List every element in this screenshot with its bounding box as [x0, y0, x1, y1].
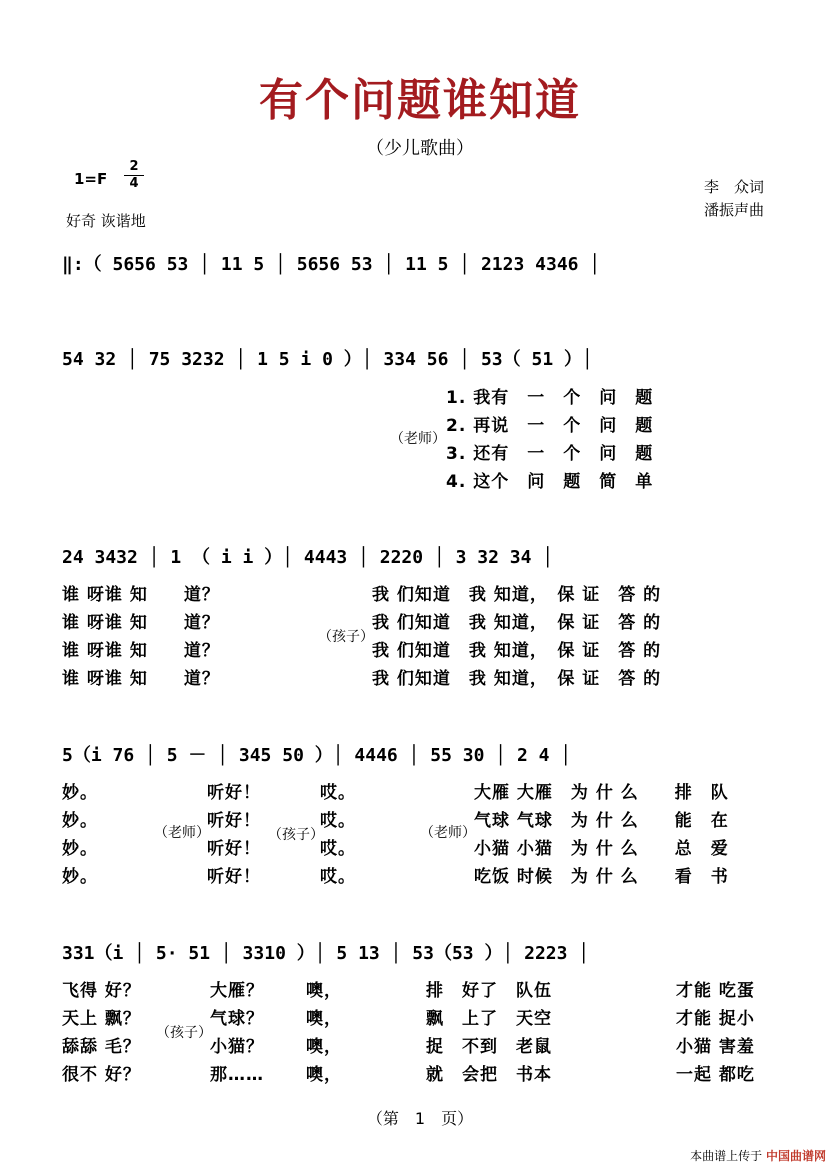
lyricist: 李 众词 — [704, 178, 765, 196]
lyric-3-right-2: 我 们知道 我 知道， 保 证 答 的 — [372, 613, 662, 633]
role-teacher: （老师） — [390, 431, 446, 447]
lyric-5-c2-2: 气球？ — [210, 1009, 264, 1029]
lyric-4-c2-4: 听好！ — [207, 867, 261, 887]
role-child-2: （孩子） — [268, 827, 324, 843]
lyric-5-c1-3: 舔舔 毛？ — [62, 1037, 141, 1057]
lyric-5-c1-1: 飞得 好？ — [62, 981, 141, 1001]
score-line-3: 24 3432 │ 1 （ i i ）│ 4443 │ 2220 │ 3 32 34 │ — [62, 547, 554, 568]
lyric-4-c1-4: 妙。 — [62, 867, 98, 887]
score-line-4: 5（i 76 │ 5 － │ 345 50 ）│ 4446 │ 55 30 │ 2 4 │ — [62, 745, 572, 766]
lyric-5-c1-4: 很不 好？ — [62, 1065, 141, 1085]
lyric-3-right-4: 我 们知道 我 知道， 保 证 答 的 — [372, 669, 662, 689]
lyric-4-c3-3: 哎。 — [320, 839, 356, 859]
time-top: 2 — [129, 159, 139, 174]
lyric-5-c2-3: 小猫？ — [210, 1037, 264, 1057]
watermark-text: 本曲谱上传于 — [690, 1149, 763, 1163]
lyric-4-c3-2: 哎。 — [320, 811, 356, 831]
lyric-4-c3-4: 哎。 — [320, 867, 356, 887]
lyric-4-c4-1: 大雁 大雁 为 什 么 排 队 — [474, 783, 729, 803]
lyric-4-c1-3: 妙。 — [62, 839, 98, 859]
song-title: 有个问题谁知道 — [259, 75, 581, 126]
lyric-5-c4-1: 排 好了 队伍 — [426, 981, 552, 1001]
lyric-3-right-1: 我 们知道 我 知道， 保 证 答 的 — [372, 585, 662, 605]
role-teacher-2: （老师） — [154, 825, 210, 841]
lyric-5-c5-1: 才能 吃蛋 — [676, 981, 755, 1001]
lyric-5-c3-2: 噢， — [306, 1009, 342, 1029]
verse-line-2: 2. 再说 一 个 问 题 — [446, 416, 654, 436]
song-subtitle: （少儿歌曲） — [366, 138, 474, 159]
composer: 潘振声曲 — [704, 201, 765, 219]
tempo-mood: 好奇 诙谐地 — [66, 212, 146, 230]
lyric-4-c1-1: 妙。 — [62, 783, 98, 803]
lyric-3-left-1: 谁 呀谁 知 道？ — [62, 585, 220, 605]
lyric-4-c2-3: 听好！ — [207, 839, 261, 859]
lyric-5-c5-4: 一起 都吃 — [676, 1065, 755, 1085]
lyric-3-right-3: 我 们知道 我 知道， 保 证 答 的 — [372, 641, 662, 661]
score-line-5: 331（i │ 5· 51 │ 3310 ）│ 5 13 │ 53（53 ）│ 2223 │ — [62, 943, 590, 964]
lyric-5-c2-4: 那…… — [210, 1065, 264, 1085]
page-number: （第 1 页） — [366, 1109, 474, 1128]
lyric-5-c4-4: 就 会把 书本 — [426, 1065, 552, 1085]
role-child-3: （孩子） — [156, 1025, 212, 1041]
verse-line-4: 4. 这个 问 题 简 单 — [446, 472, 654, 492]
lyric-5-c3-1: 噢， — [306, 981, 342, 1001]
lyric-3-left-2: 谁 呀谁 知 道？ — [62, 613, 220, 633]
score-line-2: 54 32 │ 75 3232 │ 1 5 i 0 ）│ 334 56 │ 53（ 51 ）│ — [62, 349, 593, 370]
lyric-5-c4-3: 捉 不到 老鼠 — [426, 1037, 552, 1057]
role-teacher-3: （老师） — [420, 825, 476, 841]
lyric-5-c2-1: 大雁？ — [210, 981, 264, 1001]
score-line-1: ‖:（ 5656 53 │ 11 5 │ 5656 53 │ 11 5 │ 2123 4346 │ — [62, 254, 601, 275]
verse-line-1: 1. 我有 一 个 问 题 — [446, 388, 654, 408]
lyric-4-c3-1: 哎。 — [320, 783, 356, 803]
lyric-4-c2-1: 听好！ — [207, 783, 261, 803]
lyric-4-c4-3: 小猫 小猫 为 什 么 总 爱 — [474, 839, 729, 859]
lyric-5-c3-3: 噢， — [306, 1037, 342, 1057]
lyric-4-c1-2: 妙。 — [62, 811, 98, 831]
time-signature — [124, 160, 144, 191]
watermark — [690, 1147, 826, 1164]
lyric-5-c5-3: 小猫 害羞 — [676, 1037, 755, 1057]
lyric-4-c4-2: 气球 气球 为 什 么 能 在 — [474, 811, 729, 831]
lyric-5-c4-2: 飘 上了 天空 — [426, 1009, 552, 1029]
lyric-4-c4-4: 吃饭 时候 为 什 么 看 书 — [474, 867, 729, 887]
lyric-3-left-4: 谁 呀谁 知 道？ — [62, 669, 220, 689]
time-bottom: 4 — [129, 176, 139, 191]
role-child: （孩子） — [318, 629, 374, 645]
lyric-4-c2-2: 听好！ — [207, 811, 261, 831]
lyric-3-left-3: 谁 呀谁 知 道？ — [62, 641, 220, 661]
watermark-logo: 中国曲谱网 — [765, 1149, 826, 1163]
lyric-5-c5-2: 才能 捉小 — [676, 1009, 755, 1029]
lyric-5-c1-2: 天上 飘？ — [62, 1009, 141, 1029]
key-signature: 1=F — [74, 170, 108, 188]
lyric-5-c3-4: 噢， — [306, 1065, 342, 1085]
verse-line-3: 3. 还有 一 个 问 题 — [446, 444, 654, 464]
